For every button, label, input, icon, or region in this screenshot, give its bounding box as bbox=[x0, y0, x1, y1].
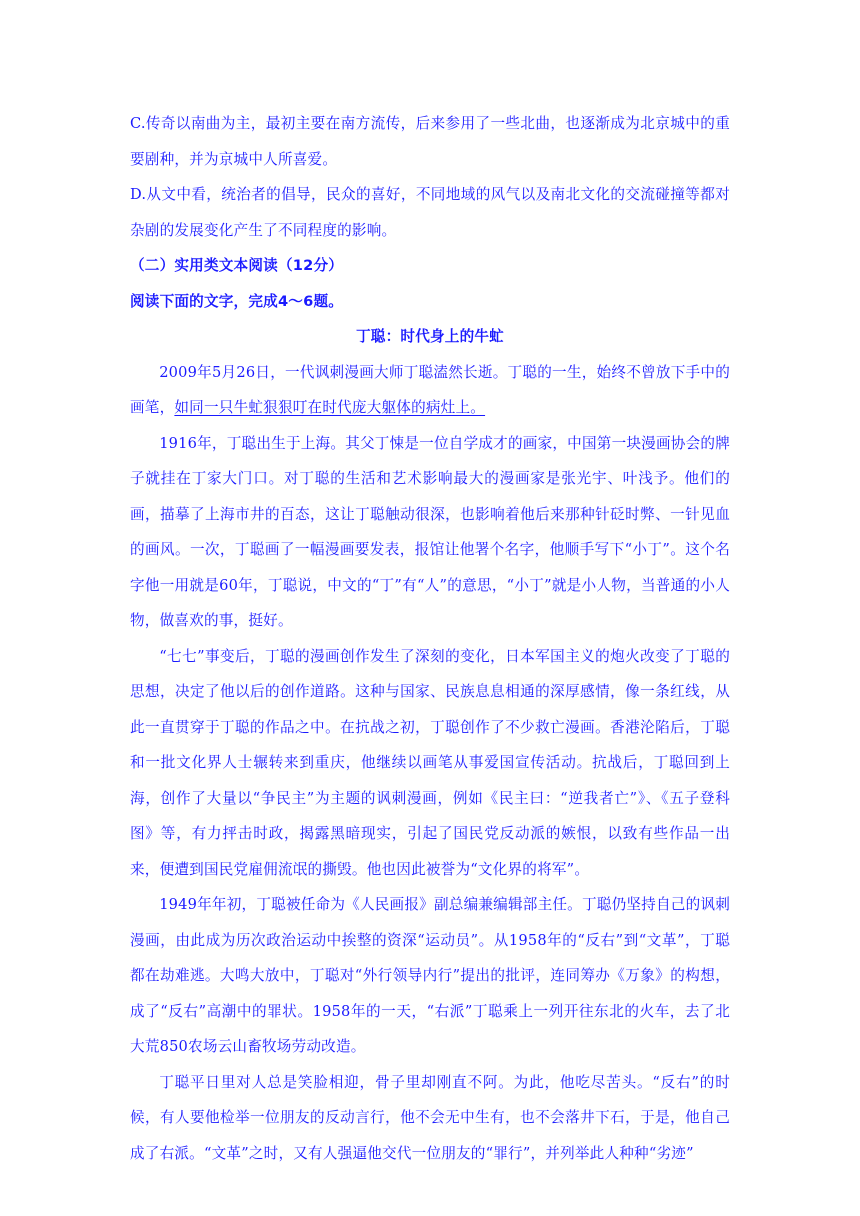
document-page bbox=[130, 106, 730, 1171]
instruction: 阅读下面的文字，完成4～6题。 bbox=[130, 292, 344, 310]
section-heading: （二）实用类文本阅读（12分） bbox=[130, 257, 344, 274]
article-title: 丁聪：时代身上的牛虻 bbox=[356, 328, 504, 345]
paragraph-4: 1949年年初，丁聪被任命为《人民画报》副总编兼编辑部主任。丁聪仍坚持自己的讽刺漫画，由此成为历次政治运动中挨整的资深“运动员”。从1958年的“反右”到“文革”，丁聪都在劫难逃。大鸣大放中，丁聪对“外行领导内行”提出的批评，连同筹办《万象》的构想，成了“反右”高潮中的罪状。1958年的一天，“右派”丁聪乘上一列开往东北的火车，去了北大荒850农场云山畜牧场劳动改造。 bbox=[130, 896, 730, 1055]
underlined-sentence: 如同一只牛虻狠狠叮在时代庞大躯体的病灶上。 bbox=[174, 399, 486, 416]
paragraph-2: 1916年，丁聪出生于上海。其父丁悚是一位自学成才的画家，中国第一块漫画协会的牌子就挂在丁家大门口。对丁聪的生活和艺术影响最大的漫画家是张光宇、叶浅予。他们的画，描摹了上海市井的百态，这让丁聪触动很深，也影响着他后来那种针砭时弊、一针见血的画风。一次，丁聪画了一幅漫画要发表，报馆让他署个名字，他顺手写下“小丁”。这个名字他一用就是60年，丁聪说，中文的“丁”有“人”的意思，“小丁”就是小人物，当普通的小人物，做喜欢的事，挺好。 bbox=[130, 434, 730, 629]
paragraph-3: “七七”事变后，丁聪的漫画创作发生了深刻的变化，日本军国主义的炮火改变了丁聪的思想，决定了他以后的创作道路。这种与国家、民族息息相通的深厚感情，像一条红线，从此一直贯穿于丁聪的作品之中。在抗战之初，丁聪创作了不少救亡漫画。香港沦陷后，丁聪和一批文化界人士辗转来到重庆，他继续以画笔从事爱国宣传活动。抗战后，丁聪回到上海，创作了大量以“争民主”为主题的讽刺漫画，例如《民主曰：“逆我者亡”》、《五子登科图》等，有力抨击时政，揭露黑暗现实，引起了国民党反动派的嫉恨，以致有些作品一出来，便遭到国民党雇佣流氓的撕毁。他也因此被誉为“文化界的将军”。 bbox=[130, 647, 730, 878]
paragraph-1-text: 2009年5月26日，一代讽刺漫画大师丁聪溘然长逝。丁聪的一生，始终不曾放下手中的画笔， bbox=[130, 363, 730, 416]
paragraph-1 bbox=[130, 355, 730, 426]
option-d: D.从文中看，统治者的倡导，民众的喜好，不同地域的风气以及南北文化的交流碰撞等都对杂剧的发展变化产生了不同程度的影响。 bbox=[130, 186, 730, 239]
option-c: C.传奇以南曲为主，最初主要在南方流传，后来参用了一些北曲，也逐渐成为北京城中的重要剧种，并为京城中人所喜爱。 bbox=[130, 115, 730, 168]
paragraph-5: 丁聪平日里对人总是笑脸相迎，骨子里却刚直不阿。为此，他吃尽苦头。“反右”的时候，有人要他检举一位朋友的反动言行，他不会无中生有，也不会落井下石，于是，他自己成了右派。“文革”之时，又有人强逼他交代一位朋友的“罪行”，并列举此人种种“劣迹” bbox=[130, 1073, 730, 1162]
